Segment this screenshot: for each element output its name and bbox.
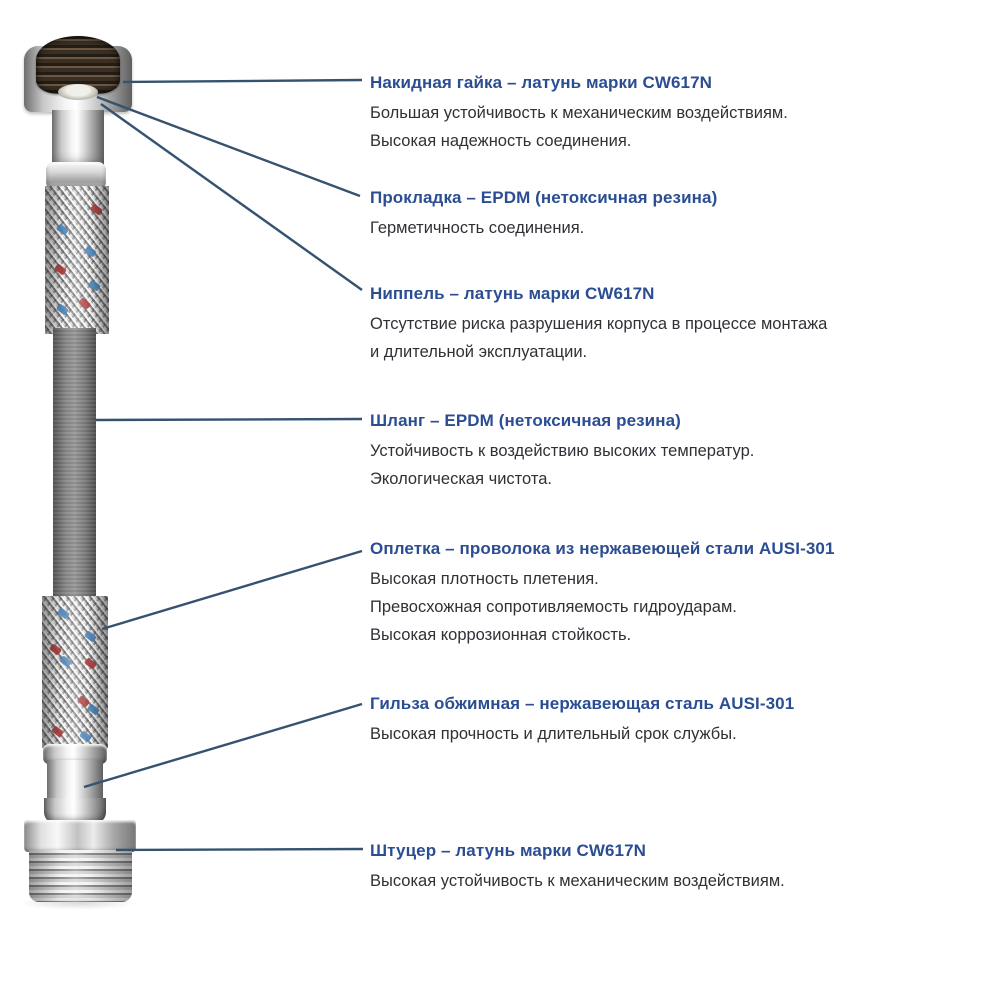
callout-text-line: Высокая надежность соединения. [370, 132, 632, 150]
braid-shading [42, 596, 108, 748]
braid-fleck-blue [56, 223, 69, 235]
braid-fleck-red [78, 297, 91, 309]
braid-fleck-blue [59, 655, 72, 667]
braid-fleck-blue [79, 730, 92, 742]
braid-fleck-blue [87, 703, 100, 715]
braid-fleck-red [49, 643, 62, 655]
callout-text-line: Устойчивость к воздействию высоких температур. [370, 442, 755, 460]
braid-fleck-blue [84, 245, 97, 257]
braid-fleck-blue [57, 607, 70, 619]
callout-heading: Гильза обжимная – нержавеющая сталь AUSI-301 [370, 694, 795, 713]
callout-text-line: и длительной эксплуатации. [370, 343, 588, 361]
leader-line-braid [102, 551, 362, 629]
braid-fleck-blue [88, 279, 101, 291]
callout-stub [370, 840, 990, 895]
callout-heading: Прокладка – EPDM (нетоксичная резина) [370, 188, 718, 207]
callout-text-line: Высокая коррозионная стойкость. [370, 626, 632, 644]
callout-crimp-sleeve [370, 693, 990, 748]
leader-line-gasket [97, 97, 360, 196]
callout-cap-nut [370, 72, 990, 155]
callout-text-line: Большая устойчивость к механическим воздействиям. [370, 104, 788, 122]
callout-heading: Оплетка – проволока из нержавеющей стали AUSI-301 [370, 539, 835, 558]
braid-top [45, 186, 109, 334]
callout-text-line: Превосхожная сопротивляемость гидроударам. [370, 598, 737, 616]
callout-nipple [370, 283, 990, 366]
braid-fleck-blue [84, 630, 97, 642]
epdm-hose [53, 328, 96, 602]
callout-hose [370, 410, 990, 493]
callout-gasket [370, 187, 990, 242]
leader-line-stub [116, 849, 363, 850]
callout-text-line: Высокая прочность и длительный срок службы. [370, 725, 737, 743]
callout-heading: Штуцер – латунь марки CW617N [370, 841, 647, 860]
braid-fleck-blue [56, 303, 69, 315]
braid-fleck-red [51, 725, 64, 737]
hex-fitting [24, 820, 136, 852]
callout-text-line: Высокая устойчивость к механическим воздействиям. [370, 872, 785, 890]
callout-text-line: Экологическая чистота. [370, 470, 552, 488]
callout-heading: Накидная гайка – латунь марки CW617N [370, 73, 713, 92]
soft-shadow [18, 896, 138, 910]
leader-line-nipple [101, 104, 362, 290]
braid-fleck-red [84, 657, 97, 669]
callout-text-line: Отсутствие риска разрушения корпуса в процессе монтажа [370, 315, 828, 333]
callout-heading: Ниппель – латунь марки CW617N [370, 284, 655, 303]
braid-fleck-red [90, 203, 103, 215]
crimp-sleeve [47, 760, 103, 802]
callout-text-line: Высокая плотность плетения. [370, 570, 599, 588]
leader-line-hose [96, 419, 362, 420]
callout-heading: Шланг – EPDM (нетоксичная резина) [370, 411, 681, 430]
gasket [58, 84, 98, 100]
nipple [52, 110, 104, 168]
leader-line-cap-nut [123, 80, 362, 82]
braid-fleck-red [54, 263, 67, 275]
callout-text-line: Герметичность соединения. [370, 219, 585, 237]
male-thread-stub [29, 850, 132, 902]
braid-bottom [42, 596, 108, 748]
leader-line-crimp-sleeve [84, 704, 362, 787]
callout-braid [370, 538, 990, 649]
